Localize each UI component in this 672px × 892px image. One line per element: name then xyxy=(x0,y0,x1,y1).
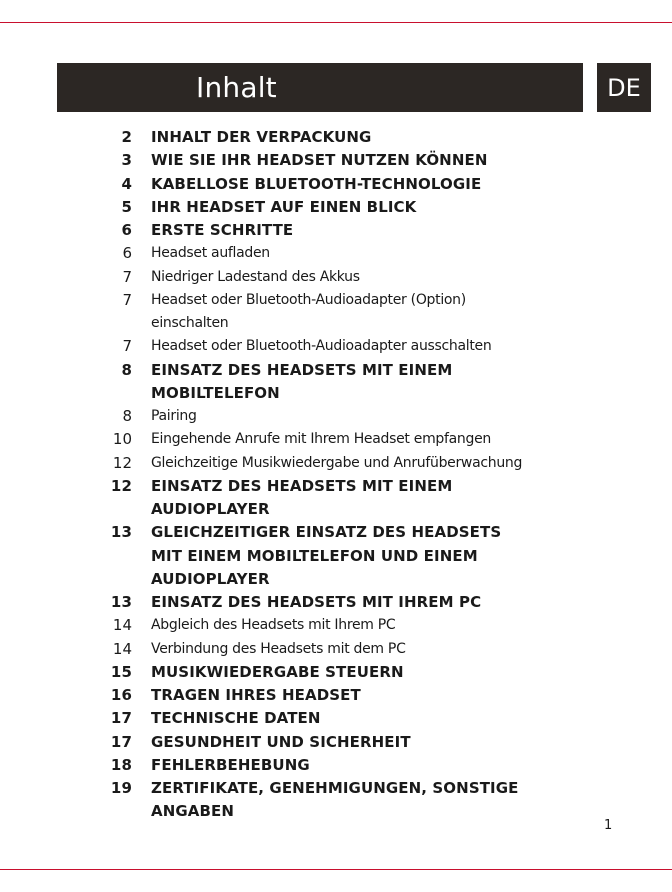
toc-entry xyxy=(0,219,672,242)
toc-page-number: 7 xyxy=(122,337,132,356)
toc-entry xyxy=(0,359,672,382)
toc-page-number: 4 xyxy=(121,174,132,193)
toc-entry xyxy=(0,266,672,289)
toc-entry xyxy=(0,777,672,800)
toc-page-number: 17 xyxy=(110,732,132,751)
toc-title: EINSATZ DES HEADSETS MIT EINEM xyxy=(151,476,453,495)
toc-page-number: 12 xyxy=(110,476,132,495)
toc-title: Headset oder Bluetooth-Audioadapter ausschalten xyxy=(151,338,492,355)
toc-entry-continuation xyxy=(0,800,672,823)
toc-entry xyxy=(0,521,672,544)
toc-page-number: 17 xyxy=(110,709,132,728)
toc-title: MUSIKWIEDERGABE STEUERN xyxy=(151,662,404,681)
toc-title: WIE SIE IHR HEADSET NUTZEN KÖNNEN xyxy=(151,151,488,170)
toc-title: einschalten xyxy=(151,315,229,331)
toc-page-number: 15 xyxy=(110,662,132,681)
toc-page-number: 7 xyxy=(122,267,132,286)
toc-entry-continuation xyxy=(0,498,672,521)
toc-entry xyxy=(0,149,672,172)
toc-page-number: 5 xyxy=(121,197,132,216)
toc-page-number: 8 xyxy=(122,407,132,425)
toc-page-number: 6 xyxy=(122,244,132,263)
toc-title: Eingehende Anrufe mit Ihrem Headset empfangen xyxy=(151,431,491,448)
toc-page-number: 2 xyxy=(121,128,132,146)
toc-entry xyxy=(0,452,672,475)
language-badge: DE xyxy=(597,63,651,112)
toc-title: Niedriger Ladestand des Akkus xyxy=(151,268,360,285)
toc-title: AUDIOPLAYER xyxy=(151,500,270,518)
toc-entry xyxy=(0,242,672,265)
toc-entry xyxy=(0,707,672,730)
toc-title: EINSATZ DES HEADSETS MIT EINEM xyxy=(151,360,453,379)
toc-title: Gleichzeitige Musikwiedergabe und Anrufüberwachung xyxy=(151,454,523,471)
toc-title: KABELLOSE BLUETOOTH-TECHNOLOGIE xyxy=(151,174,482,193)
toc-entry xyxy=(0,638,672,661)
toc-entry xyxy=(0,475,672,498)
toc-entry-continuation xyxy=(0,568,672,591)
toc-title: TRAGEN IHRES HEADSET xyxy=(151,686,361,704)
toc-title: GESUNDHEIT UND SICHERHEIT xyxy=(151,732,411,751)
toc-page-number: 12 xyxy=(112,453,132,472)
toc-page-number: 19 xyxy=(110,779,132,797)
toc-title: AUDIOPLAYER xyxy=(151,569,270,588)
top-rule-line xyxy=(0,22,672,23)
toc-entry xyxy=(0,428,672,451)
toc-title: MIT EINEM MOBILTELEFON UND EINEM xyxy=(151,546,478,565)
toc-title: ERSTE SCHRITTE xyxy=(151,221,294,239)
toc-title: GLEICHZEITIGER EINSATZ DES HEADSETS xyxy=(151,523,502,542)
toc-entry xyxy=(0,196,672,219)
toc-page-number: 3 xyxy=(121,151,132,170)
title-bar xyxy=(57,63,583,112)
toc-title: INHALT DER VERPACKUNG xyxy=(151,128,372,146)
toc-entry xyxy=(0,591,672,614)
toc-entry xyxy=(0,684,672,707)
toc-entry xyxy=(0,405,672,428)
toc-entry xyxy=(0,173,672,196)
toc-entry-continuation xyxy=(0,312,672,335)
toc-entry-continuation xyxy=(0,545,672,568)
page-number: 1 xyxy=(604,818,613,833)
toc-title: IHR HEADSET AUF EINEN BLICK xyxy=(151,197,417,216)
toc-title: Headset oder Bluetooth-Audioadapter (Option) xyxy=(151,291,466,308)
toc-entry xyxy=(0,731,672,754)
toc-title: Headset aufladen xyxy=(151,245,270,262)
toc-entry xyxy=(0,614,672,637)
table-of-contents xyxy=(0,126,672,824)
toc-page-number: 18 xyxy=(110,755,132,774)
page-title: Inhalt xyxy=(196,71,277,104)
toc-title: Verbindung des Headsets mit dem PC xyxy=(151,640,406,657)
toc-title: MOBILTELEFON xyxy=(151,383,280,402)
toc-title: EINSATZ DES HEADSETS MIT IHREM PC xyxy=(151,593,482,611)
toc-title: Pairing xyxy=(151,408,197,424)
toc-title: Abgleich des Headsets mit Ihrem PC xyxy=(151,617,396,634)
toc-entry-continuation xyxy=(0,382,672,405)
toc-page-number: 7 xyxy=(122,290,132,309)
toc-entry xyxy=(0,126,672,149)
toc-page-number: 13 xyxy=(110,593,132,611)
toc-title: FEHLERBEHEBUNG xyxy=(151,755,310,774)
toc-page-number: 10 xyxy=(112,430,132,449)
toc-entry xyxy=(0,661,672,684)
toc-page-number: 14 xyxy=(112,639,132,658)
toc-page-number: 16 xyxy=(110,686,132,704)
toc-page-number: 14 xyxy=(112,616,132,635)
toc-title: ANGABEN xyxy=(151,802,235,821)
toc-page-number: 13 xyxy=(110,523,132,542)
toc-title: TECHNISCHE DATEN xyxy=(151,709,321,728)
bottom-rule-line xyxy=(0,869,672,870)
toc-entry xyxy=(0,335,672,358)
toc-page-number: 6 xyxy=(121,221,132,239)
toc-entry xyxy=(0,289,672,312)
toc-entry xyxy=(0,754,672,777)
toc-page-number: 8 xyxy=(121,360,132,379)
toc-title: ZERTIFIKATE, GENEHMIGUNGEN, SONSTIGE xyxy=(151,779,519,797)
